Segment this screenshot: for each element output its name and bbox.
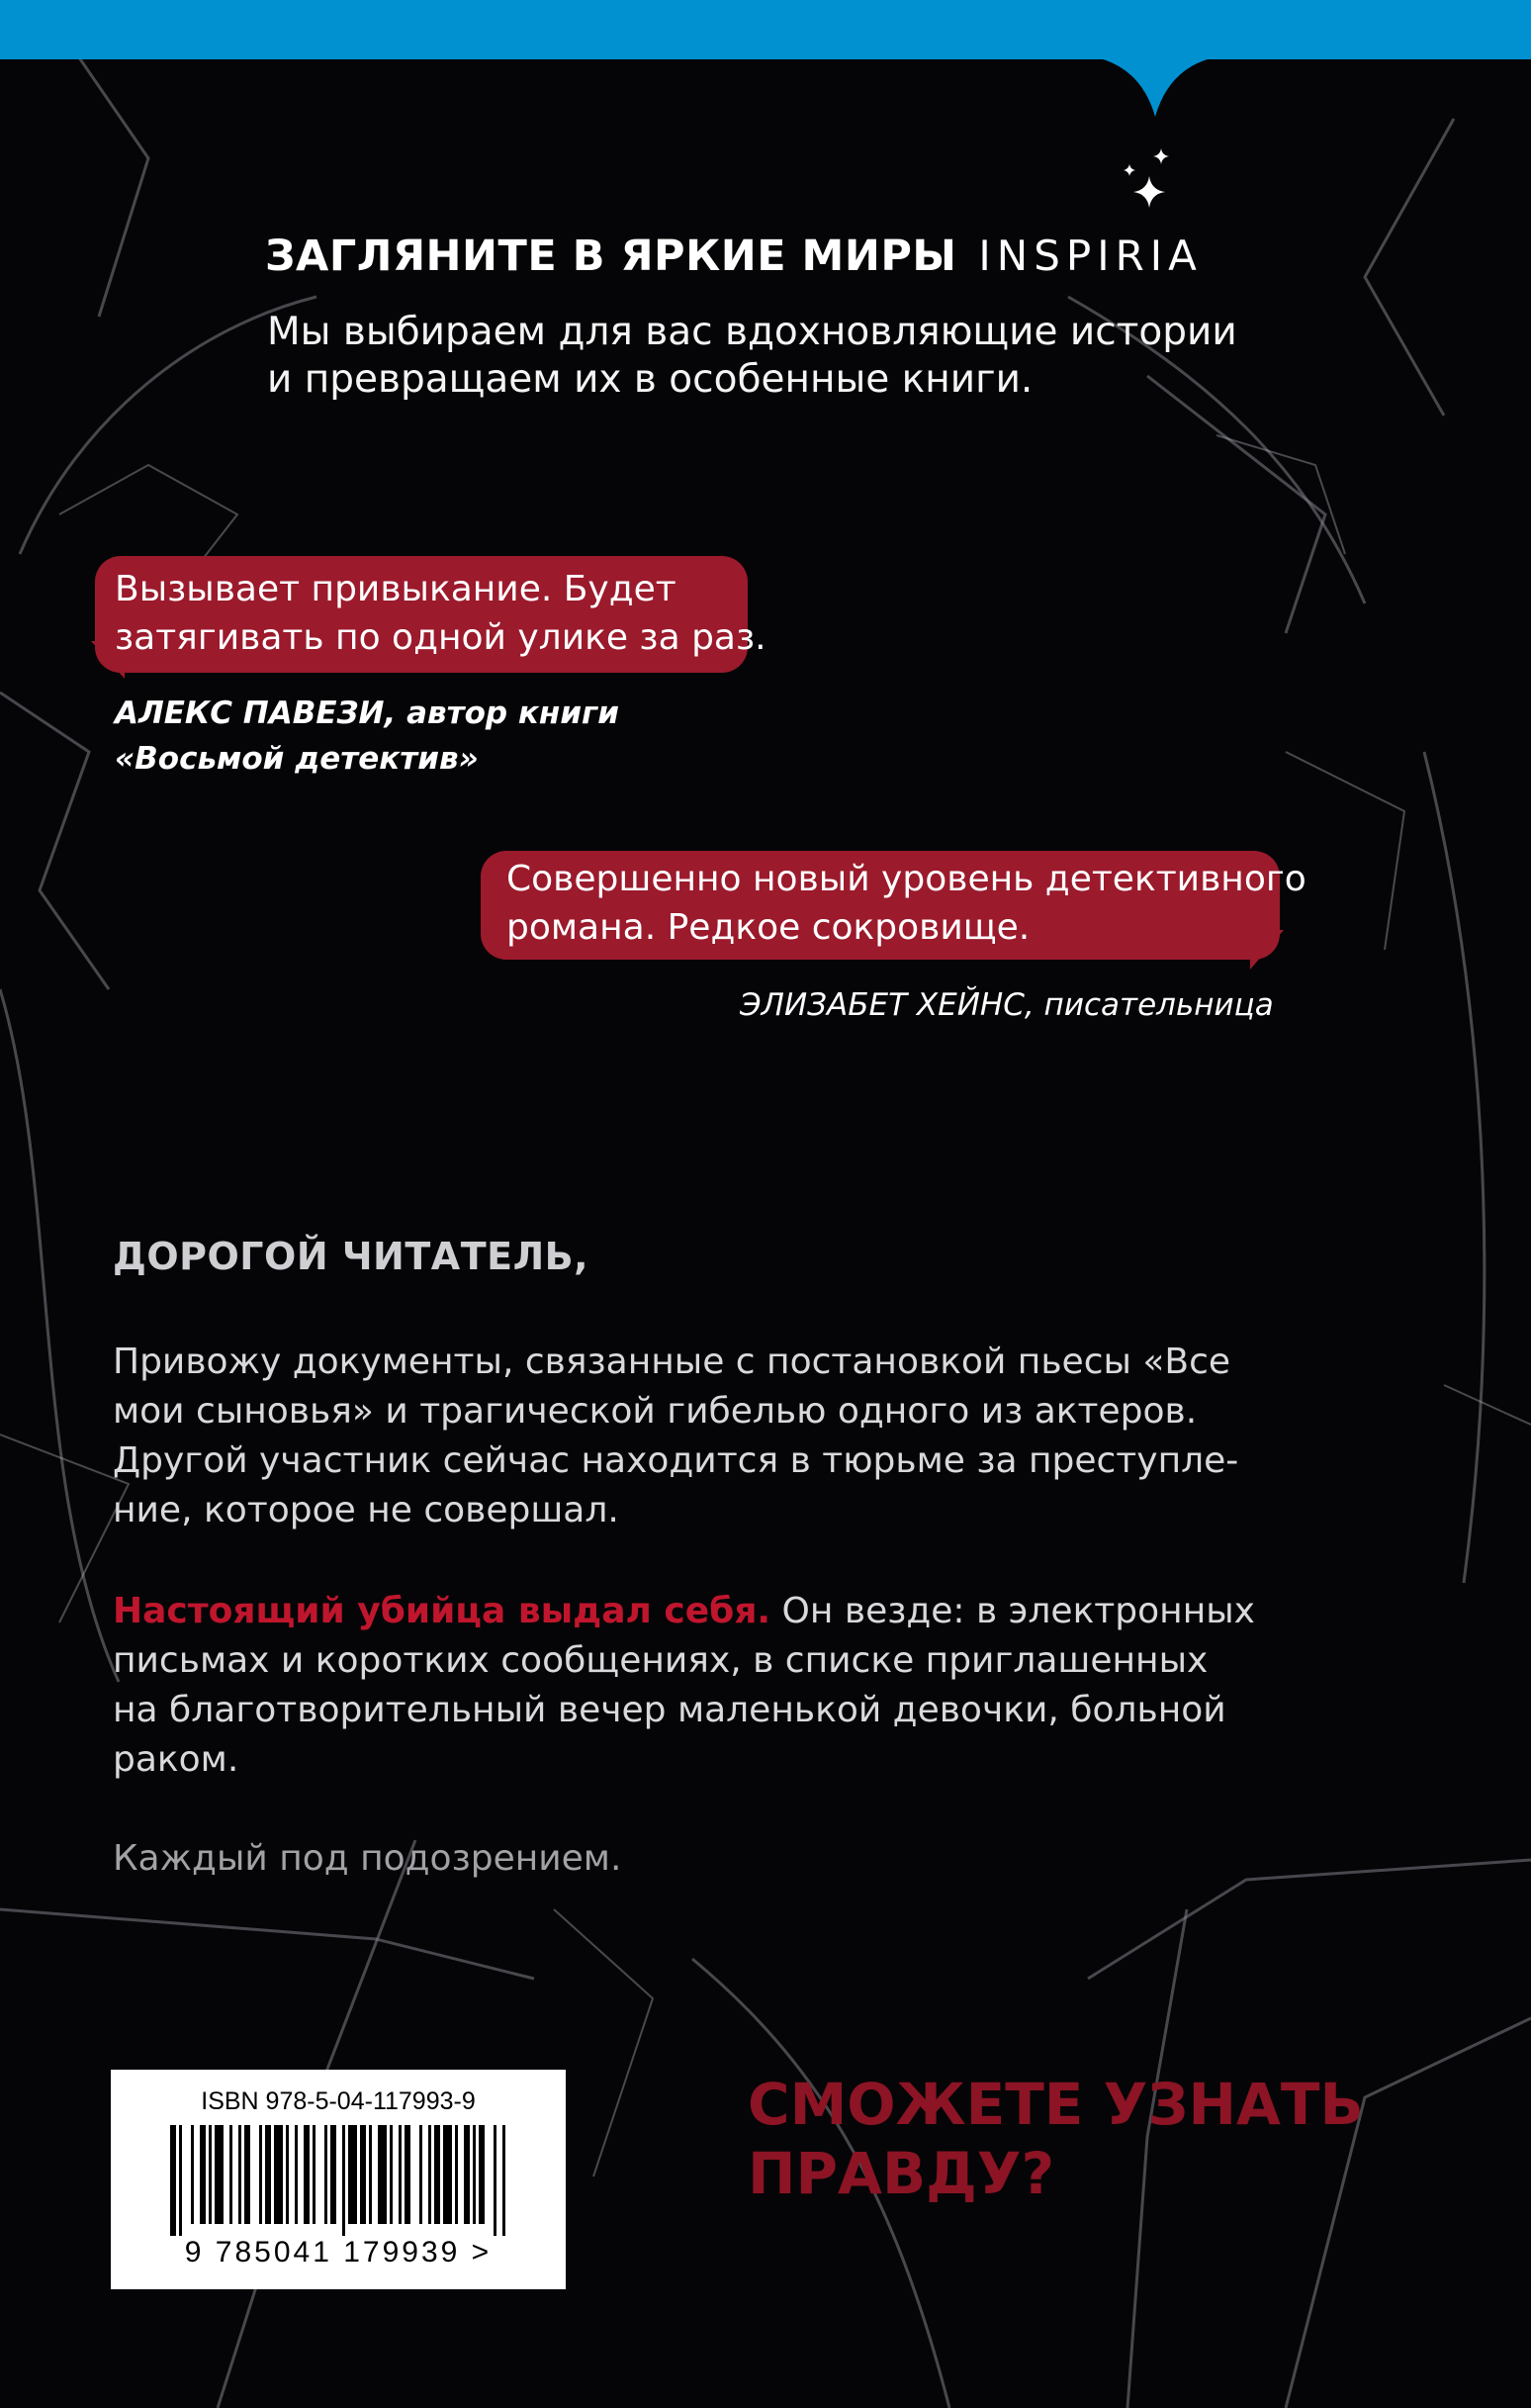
- paragraph-line: на благотворительный вечер маленькой девочки, больной: [113, 1690, 1226, 1730]
- barcode-bars: [170, 2125, 508, 2236]
- barcode-bar: [390, 2125, 393, 2224]
- barcode-bar: [244, 2125, 250, 2224]
- highlight-text: Настоящий убийца выдал себя.: [113, 1591, 771, 1631]
- barcode-bar: [360, 2125, 366, 2224]
- barcode-bar: [200, 2125, 206, 2224]
- brand-heading: [265, 232, 1274, 295]
- barcode-bar: [428, 2125, 431, 2224]
- paragraph-line: Привожу документы, связанные с постановкой пьесы «Все: [113, 1342, 1231, 1382]
- paragraph-line: Другой участник сейчас находится в тюрьме за преступле-: [113, 1440, 1239, 1481]
- barcode-bar: [215, 2125, 224, 2224]
- letter-paragraph: [113, 1338, 1339, 1535]
- barcode-bar: [479, 2125, 485, 2224]
- barcode-bar: [419, 2125, 422, 2224]
- barcode-bar: [313, 2125, 315, 2224]
- barcode-bar: [179, 2125, 182, 2236]
- paragraph-line: письмах и коротких сообщениях, в списке приглашенных: [113, 1640, 1209, 1681]
- sparkle-icon: [1118, 146, 1177, 226]
- quote-line: Вызывает привыкание. Будет: [115, 569, 676, 609]
- attribution-line: АЛЕКС ПАВЕЗИ, автор книги: [115, 695, 619, 731]
- barcode-bar: [494, 2125, 496, 2236]
- letter-closing: [113, 1834, 1339, 1884]
- barcode-bar: [265, 2125, 271, 2224]
- barcode-bar: [286, 2125, 289, 2224]
- barcode-bar: [170, 2125, 176, 2236]
- paragraph-line: мои сыновья» и трагической гибелью одного из актеров.: [113, 1391, 1198, 1432]
- barcode-bar: [405, 2125, 410, 2224]
- barcode-bar: [324, 2125, 327, 2224]
- barcode-bar: [434, 2125, 440, 2224]
- brand-logo-text: INSPIRIA: [978, 232, 1203, 280]
- brand-subtitle: [267, 309, 1276, 404]
- tagline-question: [748, 2070, 1440, 2208]
- brand-subtitle-line: и превращаем их в особенные книги.: [267, 357, 1034, 402]
- barcode-bar: [274, 2125, 283, 2224]
- paragraph-line: Каждый под подозрением.: [113, 1838, 622, 1879]
- barcode-bar: [378, 2125, 387, 2224]
- quote-attribution: [115, 691, 619, 782]
- paragraph-line: раком.: [113, 1739, 239, 1780]
- isbn-label: ISBN 978-5-04-117993-9: [201, 2087, 476, 2115]
- brand-title: ЗАГЛЯНИТЕ В ЯРКИЕ МИРЫ: [265, 232, 957, 281]
- quote-bubble: [481, 851, 1306, 960]
- barcode-bar: [330, 2125, 336, 2224]
- barcode-bar: [191, 2125, 194, 2224]
- brand-subtitle-line: Мы выбираем для вас вдохновляющие истории: [267, 310, 1237, 354]
- paragraph-text: Он везде: в электронных: [770, 1591, 1255, 1631]
- quote-line: романа. Редкое сокровище.: [506, 907, 1031, 948]
- barcode-bar: [369, 2125, 372, 2224]
- paragraph-line: ние, которое не совершал.: [113, 1490, 619, 1530]
- quote-line: затягивать по одной улике за раз.: [115, 617, 766, 658]
- band-notch: [0, 0, 1531, 129]
- attribution-line: «Восьмой детектив»: [115, 741, 479, 777]
- barcode-bar: [238, 2125, 241, 2224]
- isbn-barcode: [111, 2070, 566, 2289]
- tagline-line: СМОЖЕТЕ УЗНАТЬ: [748, 2071, 1364, 2138]
- barcode-bar: [259, 2125, 262, 2224]
- quote-attribution: [740, 982, 1274, 1028]
- barcode-bar: [342, 2125, 345, 2236]
- barcode-bar: [399, 2125, 402, 2224]
- barcode-bar: [464, 2125, 470, 2224]
- barcode-bar: [348, 2125, 357, 2224]
- tagline-line: ПРАВДУ?: [748, 2140, 1055, 2207]
- barcode-bar: [473, 2125, 476, 2224]
- barcode-bar: [304, 2125, 310, 2224]
- letter-paragraph: [113, 1587, 1339, 1785]
- ean-digits: 9 785041 179939 >: [184, 2236, 493, 2269]
- barcode-bar: [209, 2125, 212, 2224]
- barcode-bar: [229, 2125, 232, 2224]
- barcode-bar: [295, 2125, 298, 2224]
- quote-bubble: [95, 556, 766, 673]
- barcode-bar: [455, 2125, 458, 2224]
- letter-greeting: ДОРОГОЙ ЧИТАТЕЛЬ,: [113, 1235, 589, 1278]
- attribution-name: ЭЛИЗАБЕТ ХЕЙНС: [740, 987, 1025, 1023]
- barcode-bar: [502, 2125, 505, 2236]
- barcode-bar: [443, 2125, 452, 2224]
- paragraph-line: [113, 1587, 1339, 1636]
- quote-line: Совершенно новый уровень детективного: [506, 859, 1306, 899]
- attribution-role: , писательница: [1024, 987, 1274, 1023]
